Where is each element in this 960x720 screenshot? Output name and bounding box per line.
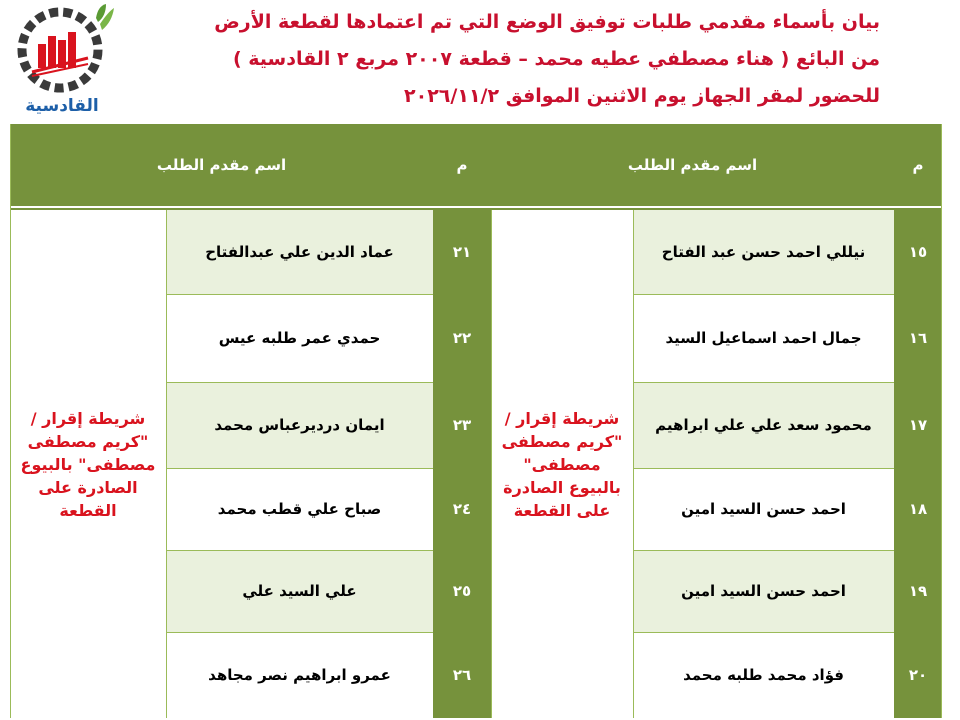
applicant-name: علي السيد علي [166,550,433,632]
header-num-right: م [894,124,942,206]
header-name-left: اسم مقدم الطلب [10,124,433,206]
row-divider [166,632,433,633]
row-number: ٢٠ [894,632,942,718]
applicant-name: فؤاد محمد طلبه محمد [633,632,894,718]
row-divider [633,468,894,469]
condition-note-left: شريطة إقرار / "كريم مصطفى مصطفى" بالبيوع الصادرة على القطعة [10,210,166,718]
applicant-name: نيللي احمد حسن عبد الفتاح [633,210,894,294]
column-divider [633,210,634,718]
row-number: ٢٢ [433,294,491,382]
applicant-name: حمدي عمر طلبه عيس [166,294,433,382]
applicant-name: ايمان درديرعباس محمد [166,382,433,468]
row-number: ١٩ [894,550,942,632]
row-divider [633,550,894,551]
row-divider [166,468,433,469]
row-divider [633,632,894,633]
header-num-left: م [433,124,491,206]
table-border-right [941,124,942,718]
header-divider [10,208,942,210]
row-number: ٢٦ [433,632,491,718]
applicant-name: عماد الدين علي عبدالفتاح [166,210,433,294]
row-number: ١٧ [894,382,942,468]
applicant-name: صباح علي قطب محمد [166,468,433,550]
condition-note-right: شريطة إقرار / "كريم مصطفى مصطفى" بالبيوع الصادرة على القطعة [491,210,633,718]
row-number: ١٦ [894,294,942,382]
row-number: ٢٥ [433,550,491,632]
column-divider [491,210,492,718]
applicant-name: عمرو ابراهيم نصر مجاهد [166,632,433,718]
row-divider [633,294,894,295]
row-number: ١٥ [894,210,942,294]
applicant-name: محمود سعد علي علي ابراهيم [633,382,894,468]
row-number: ٢١ [433,210,491,294]
title-line-2: من البائع ( هناء مصطفي عطيه محمد – قطعة ٢٠٠٧ مربع ٢ القادسية ) [232,48,880,70]
applicant-name: احمد حسن السيد امين [633,468,894,550]
document-header [120,4,880,115]
row-divider [166,294,433,295]
applicant-name: احمد حسن السيد امين [633,550,894,632]
logo-caption: القادسية [25,96,99,116]
row-divider [166,550,433,551]
row-divider [166,382,433,383]
row-number: ٢٣ [433,382,491,468]
table-border-left [10,124,11,718]
title-line-1: بيان بأسماء مقدمي طلبات توفيق الوضع التي تم اعتمادها لقطعة الأرض [214,11,880,33]
row-number: ١٨ [894,468,942,550]
header-name-right: اسم مقدم الطلب [491,124,894,206]
row-number: ٢٤ [433,468,491,550]
logo [8,4,116,116]
applicants-table [10,124,942,718]
title-line-3: للحضور لمقر الجهاز يوم الاثنين الموافق ٢٠٢٦/١١/٢ [404,85,880,107]
applicant-name: جمال احمد اسماعيل السيد [633,294,894,382]
city-logo-icon [8,4,116,96]
row-divider [633,382,894,383]
column-divider [166,210,167,718]
